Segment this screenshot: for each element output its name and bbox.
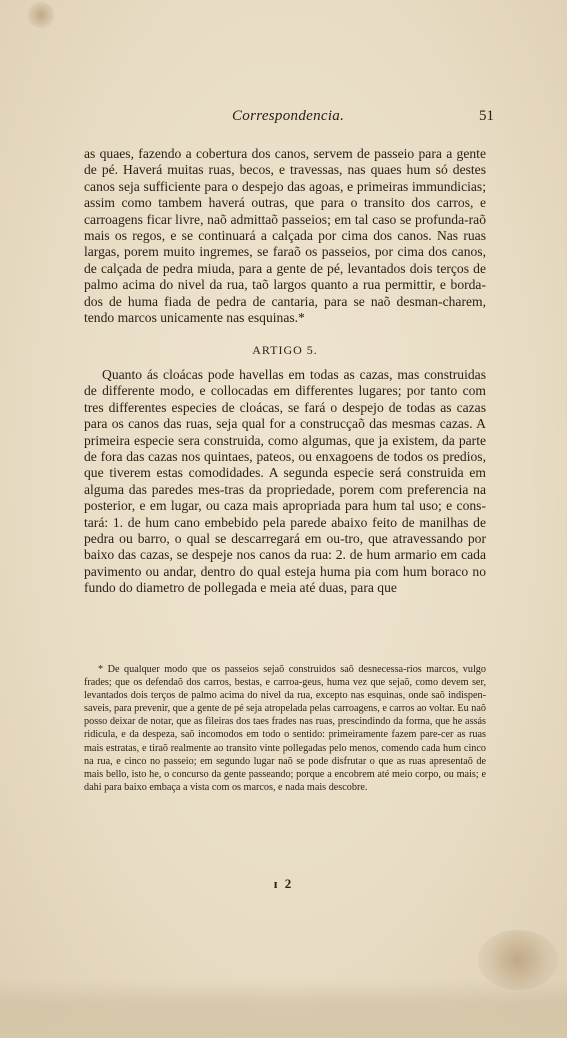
page-number: 51	[479, 108, 494, 124]
paragraph-article-5: Quanto ás cloácas pode havellas em todas as cazas, mas construidas de differente modo, e collocadas em differentes lugares; por tanto com tres differentes especies de cloácas, se fará o despejo de todas as cazas para os canos das ruas, seja qual for a construcçaõ das mesmas cazas. A primeira especie sera construida, como algumas, que ja existem, da parte de fora das cazas nos quintaes, pateos, ou enxagoens de todos os predios, que tiverem estas comodidades. A segunda especie será construida em alguma das paredes mes-tras da propriedade, porem com preferencia na posterior, e em lugar, ou caza mais apropriada para hum tal uso; e cons-tará: 1. de hum cano embebido pela parede abaixo feito de manilhas de pedra ou barro, o qual se descarregará em ou-tro, que atravessando por baixo das cazas, se despeje nos canos da rua: 2. de hum armario em cada pavimento ou andar, dentro do qual esteja huma pia com hum boraco no fundo do diametro de pollegada e meia até duas, para que	[84, 366, 486, 596]
paragraph-continuation: as quaes, fazendo a cobertura dos canos, servem de passeio para a gente de pé. Haverá muitas ruas, becos, e travessas, nas quaes hum só destes canos seja sufficiente para o despejo das agoas, e primeiras immundicias; assim como tambem haverá outras, que para o transito dos carros, e carroagens ficar livre, naõ admittaõ passeios; em tal caso se profunda-raõ mais os regos, e se continuará a calçada por cima dos canos. Nas ruas largas, porem muito ingremes, se faraõ os passeios, por cima dos canos, de calçada de pedra miuda, para a gente de pé, levantados dois terços de palmo acima do nivel da rua, taõ largos quanto a rua permittir, e borda-dos de huma fiada de pedra de cantaria, para se naõ desman-charem, tendo marcos unicamente nas esquinas.*	[84, 146, 486, 326]
signature-mark: ɪ 2	[273, 876, 294, 891]
main-text	[84, 146, 486, 597]
page-edge-shadow	[0, 980, 567, 1038]
article-heading: ARTIGO 5.	[252, 343, 318, 358]
footnote: * De qualquer modo que os passeios sejaõ construidos saõ desnecessa-rios marcos, vulgo frades; que os defendaõ dos carros, bestas, e carroa-geus, huma vez que sejaõ, como devem ser, levantados dois terços de palmo acima do nivel da rua, excepto nas esquinas, onde saõ indispen-saveis, para prevenir, que a gente de pé seja atropelada pelas carroagens, e carros ao voltar. Eu naõ posso deixar de notar, que as fileiras dos taes frades nas ruas, prescindindo da forma, que he assás ridicula, e da despeza, saõ incomodos em todo o sentido: primeiramente fazem pare-cer as ruas mais estratas, e tiraõ realmente ao transito vinte pollegadas pelo menos, comendo cada hum cinco na rua, e cinco no passeio; em segundo lugar naõ se pode disfrutar o que as ruas apresentaõ de mais bello, isto he, o concurso da gente passeando; porque a encobrem até meio corpo, ou mais; e dahi para baixo embaça a vista com os marcos, e nada mais descobre.	[84, 664, 486, 793]
foxing-stain	[28, 2, 54, 28]
page-header	[84, 108, 494, 132]
running-title: Correspondencia.	[232, 108, 345, 124]
